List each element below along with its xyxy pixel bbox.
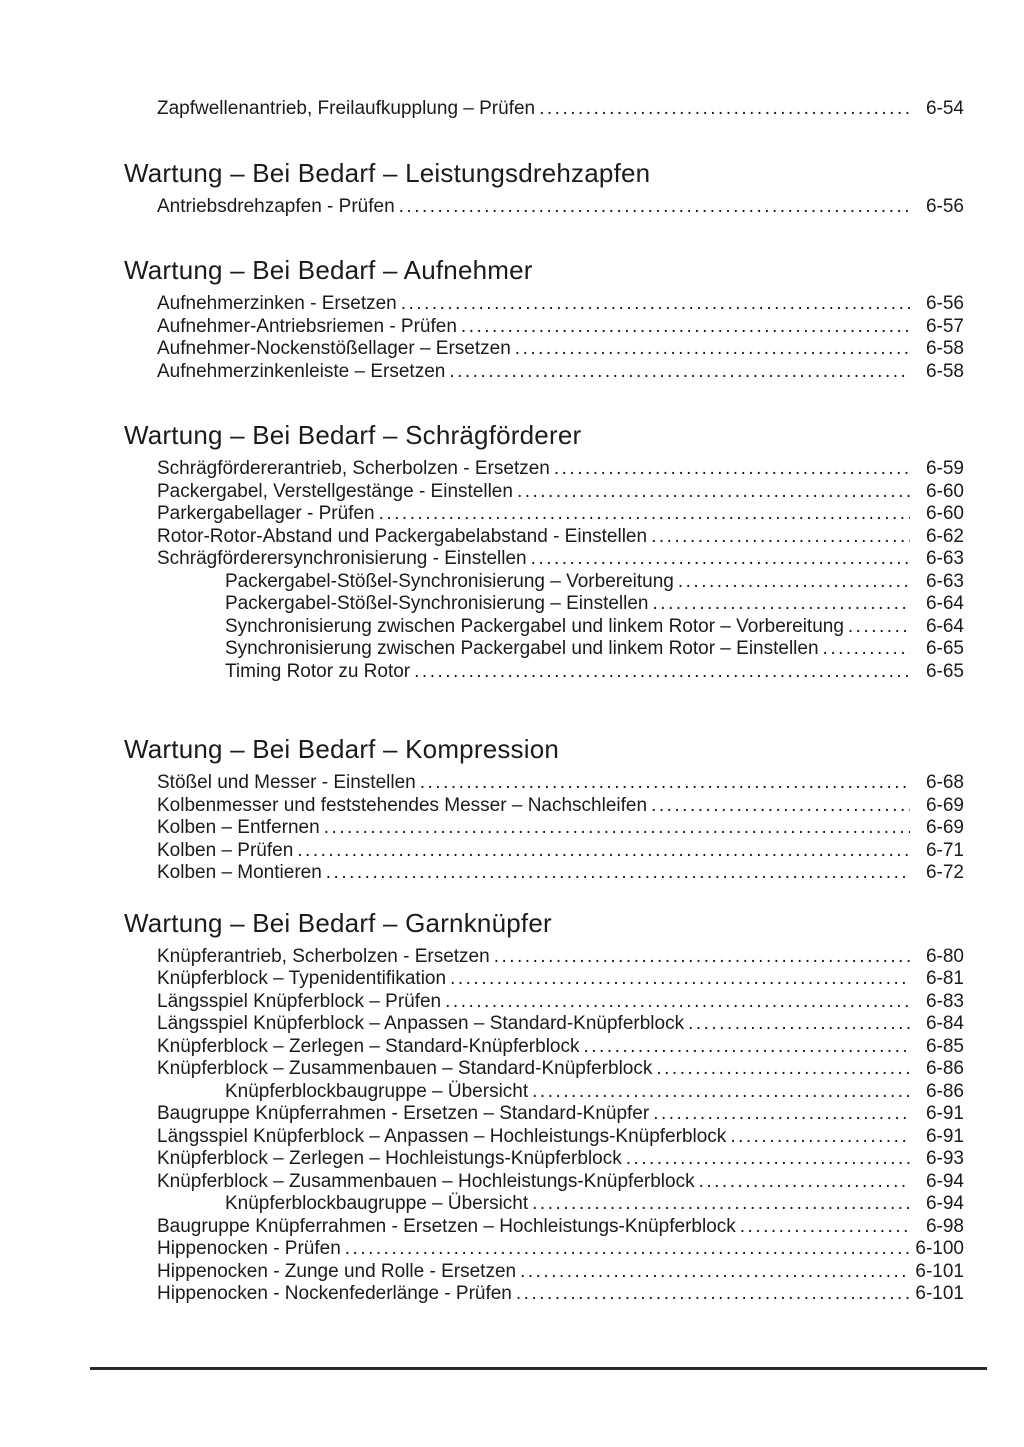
footer-rule — [90, 1367, 987, 1370]
entry-page: 6-56 — [925, 195, 964, 217]
toc-entry — [124, 772, 964, 795]
toc-entry — [124, 840, 964, 863]
entry-page: 6-57 — [925, 315, 964, 337]
entry-page: 6-101 — [915, 1283, 964, 1304]
entry-label: Packergabel, Verstellgestänge - Einstellen — [157, 480, 513, 502]
entry-page: 6-84 — [925, 1013, 964, 1034]
dot-leader — [730, 1126, 910, 1149]
toc-entry — [124, 338, 964, 361]
entry-label: Hippenocken - Prüfen — [157, 1238, 341, 1259]
dot-leader — [399, 196, 910, 219]
dot-leader — [531, 548, 910, 571]
entry-page: 6-64 — [925, 593, 964, 614]
entry-page: 6-83 — [925, 990, 964, 1012]
section-heading: Wartung – Bei Bedarf – Garnknüpfer — [124, 907, 552, 938]
entry-label: Zapfwellenantrieb, Freilaufkupplung – Prüfen — [157, 98, 536, 119]
entry-label: Synchronisierung zwischen Packergabel und linkem Rotor – Einstellen — [225, 638, 819, 659]
entry-page: 6-98 — [925, 1215, 964, 1237]
entry-label: Knüpferblock – Zusammenbauen – Standard-Knüpferblock — [157, 1058, 653, 1079]
dot-leader — [653, 593, 910, 616]
dot-leader — [539, 98, 910, 121]
entry-label: Kolben – Entfernen — [157, 817, 320, 838]
entry-page: 6-94 — [925, 1170, 964, 1192]
toc-entry — [124, 616, 964, 639]
dot-leader — [297, 840, 910, 863]
toc-entry — [124, 638, 964, 661]
toc-entry — [124, 817, 964, 840]
toc-entry — [124, 1081, 964, 1104]
entry-page: 6-81 — [925, 968, 964, 989]
entry-page: 6-60 — [925, 503, 964, 524]
dot-leader — [414, 661, 910, 684]
toc-entry — [124, 1216, 964, 1239]
toc-section — [124, 256, 964, 383]
toc-entry — [124, 946, 964, 969]
toc-entry — [124, 593, 964, 616]
dot-leader — [445, 991, 910, 1014]
entry-label: Knüpferblock – Zusammenbauen – Hochleistungs-Knüpferblock — [157, 1170, 695, 1192]
entry-page: 6-80 — [925, 945, 964, 967]
toc-section — [124, 735, 964, 885]
entry-page: 6-72 — [925, 862, 964, 883]
entry-page: 6-65 — [925, 638, 964, 659]
dot-leader — [324, 817, 910, 840]
toc-entry — [124, 571, 964, 594]
entry-label: Aufnehmerzinkenleiste – Ersetzen — [157, 360, 446, 382]
entry-label: Timing Rotor zu Rotor — [225, 660, 411, 682]
entry-label: Baugruppe Knüpferrahmen - Ersetzen – Hochleistungs-Knüpferblock — [157, 1215, 736, 1237]
entry-page: 6-101 — [915, 1260, 964, 1282]
dot-leader — [653, 1103, 910, 1126]
entry-label: Knüpferblock – Zerlegen – Standard-Knüpferblock — [157, 1035, 580, 1057]
entry-page: 6-69 — [925, 794, 964, 816]
toc-entry — [124, 1058, 964, 1081]
toc-entry — [124, 548, 964, 571]
toc-entry — [124, 293, 964, 316]
entry-page: 6-68 — [925, 772, 964, 793]
entry-label: Packergabel-Stößel-Synchronisierung – Vorbereitung — [225, 570, 674, 592]
toc-entry — [124, 196, 964, 219]
entry-label: Knüpferantrieb, Scherbolzen - Ersetzen — [157, 945, 490, 967]
dot-leader — [461, 316, 910, 339]
toc-entry — [124, 1036, 964, 1059]
dot-leader — [515, 338, 910, 361]
entry-label: Längsspiel Knüpferblock – Anpassen – Hochleistungs-Knüpferblock — [157, 1125, 727, 1147]
dot-leader — [848, 616, 910, 639]
toc-entry — [124, 991, 964, 1014]
entry-page: 6-85 — [925, 1035, 964, 1057]
toc-entry — [124, 968, 964, 991]
toc-entry — [124, 481, 964, 504]
dot-leader — [449, 361, 910, 384]
entry-label: Knüpferblock – Zerlegen – Hochleistungs-Knüpferblock — [157, 1148, 622, 1169]
toc-entry — [124, 316, 964, 339]
dot-leader — [420, 772, 910, 795]
entry-page: 6-56 — [925, 293, 964, 314]
toc-entry — [124, 1171, 964, 1194]
toc-entry — [124, 458, 964, 481]
dot-leader — [532, 1193, 910, 1216]
entry-page: 6-93 — [925, 1148, 964, 1169]
entry-label: Aufnehmer-Antriebsriemen - Prüfen — [157, 315, 457, 337]
dot-leader — [520, 1261, 909, 1284]
entry-label: Kolben – Prüfen — [157, 839, 294, 861]
entry-label: Längsspiel Knüpferblock – Anpassen – Standard-Knüpferblock — [157, 1013, 685, 1034]
toc-entry — [124, 98, 964, 121]
entry-label: Aufnehmerzinken - Ersetzen — [157, 293, 397, 314]
entry-page: 6-71 — [925, 839, 964, 861]
dot-leader — [450, 968, 910, 991]
entry-label: Baugruppe Knüpferrahmen - Ersetzen – Standard-Knüpfer — [157, 1103, 650, 1124]
dot-leader — [326, 862, 910, 885]
toc-entry — [124, 1148, 964, 1171]
toc-entry — [124, 1126, 964, 1149]
toc-entry — [124, 862, 964, 885]
dot-leader — [379, 503, 910, 526]
toc — [124, 98, 964, 1306]
section-heading: Wartung – Bei Bedarf – Schrägförderer — [124, 420, 582, 450]
entry-page: 6-58 — [925, 338, 964, 359]
toc-section — [124, 98, 964, 121]
entry-page: 6-54 — [925, 98, 964, 119]
entry-label: Aufnehmer-Nockenstößellager – Ersetzen — [157, 338, 511, 359]
toc-entry — [124, 795, 964, 818]
entry-label: Parkergabellager - Prüfen — [157, 503, 375, 524]
toc-entry — [124, 1238, 964, 1261]
section-heading: Wartung – Bei Bedarf – Kompression — [124, 734, 560, 764]
toc-entry — [124, 661, 964, 684]
entry-label: Schrägfördererantrieb, Scherbolzen - Ersetzen — [157, 458, 550, 479]
toc-section — [124, 421, 964, 683]
toc-entry — [124, 503, 964, 526]
entry-page: 6-100 — [915, 1238, 964, 1259]
dot-leader — [678, 571, 910, 594]
entry-page: 6-69 — [925, 817, 964, 838]
entry-label: Packergabel-Stößel-Synchronisierung – Einstellen — [225, 593, 649, 614]
toc-entry — [124, 1261, 964, 1284]
entry-label: Kolben – Montieren — [157, 862, 322, 883]
toc-entry — [124, 1283, 964, 1306]
dot-leader — [516, 1283, 910, 1306]
entry-label: Hippenocken - Nockenfederlänge - Prüfen — [157, 1283, 512, 1304]
toc-section — [124, 159, 964, 219]
dot-leader — [688, 1013, 910, 1036]
entry-page: 6-86 — [925, 1080, 964, 1102]
toc-entry — [124, 526, 964, 549]
dot-leader — [823, 638, 910, 661]
dot-leader — [626, 1148, 910, 1171]
toc-entry — [124, 1103, 964, 1126]
entry-label: Rotor-Rotor-Abstand und Packergabelabstand - Einstellen — [157, 525, 648, 547]
dot-leader — [345, 1238, 910, 1261]
entry-label: Knüpferblockbaugruppe – Übersicht — [225, 1193, 529, 1214]
dot-leader — [554, 458, 910, 481]
entry-page: 6-91 — [925, 1125, 964, 1147]
toc-entry — [124, 1193, 964, 1216]
entry-page: 6-64 — [925, 615, 964, 637]
entry-page: 6-65 — [925, 660, 964, 682]
dot-leader — [494, 946, 910, 969]
dot-leader — [651, 795, 910, 818]
entry-page: 6-94 — [925, 1193, 964, 1214]
entry-label: Knüpferblockbaugruppe – Übersicht — [225, 1080, 529, 1102]
entry-label: Antriebsdrehzapfen - Prüfen — [157, 195, 395, 217]
toc-section — [124, 909, 964, 1306]
dot-leader — [651, 526, 910, 549]
toc-entry — [124, 1013, 964, 1036]
entry-page: 6-62 — [925, 525, 964, 547]
dot-leader — [699, 1171, 910, 1194]
entry-page: 6-58 — [925, 360, 964, 382]
entry-label: Stößel und Messer - Einstellen — [157, 772, 416, 793]
dot-leader — [532, 1081, 910, 1104]
entry-label: Kolbenmesser und feststehendes Messer – Nachschleifen — [157, 794, 648, 816]
entry-label: Längsspiel Knüpferblock – Prüfen — [157, 990, 442, 1012]
dot-leader — [401, 293, 910, 316]
entry-label: Hippenocken - Zunge und Rolle - Ersetzen — [157, 1260, 517, 1282]
dot-leader — [740, 1216, 910, 1239]
entry-page: 6-63 — [925, 548, 964, 569]
dot-leader — [517, 481, 910, 504]
entry-page: 6-60 — [925, 480, 964, 502]
dot-leader — [583, 1036, 910, 1059]
dot-leader — [656, 1058, 910, 1081]
entry-page: 6-86 — [925, 1058, 964, 1079]
entry-page: 6-63 — [925, 570, 964, 592]
section-heading: Wartung – Bei Bedarf – Aufnehmer — [124, 255, 533, 285]
section-heading: Wartung – Bei Bedarf – Leistungsdrehzapfen — [124, 157, 651, 188]
entry-label: Schrägförderersynchronisierung - Einstellen — [157, 548, 527, 569]
toc-entry — [124, 361, 964, 384]
entry-page: 6-59 — [925, 458, 964, 479]
entry-page: 6-91 — [925, 1103, 964, 1124]
entry-label: Synchronisierung zwischen Packergabel und linkem Rotor – Vorbereitung — [225, 615, 844, 637]
entry-label: Knüpferblock – Typenidentifikation — [157, 968, 447, 989]
